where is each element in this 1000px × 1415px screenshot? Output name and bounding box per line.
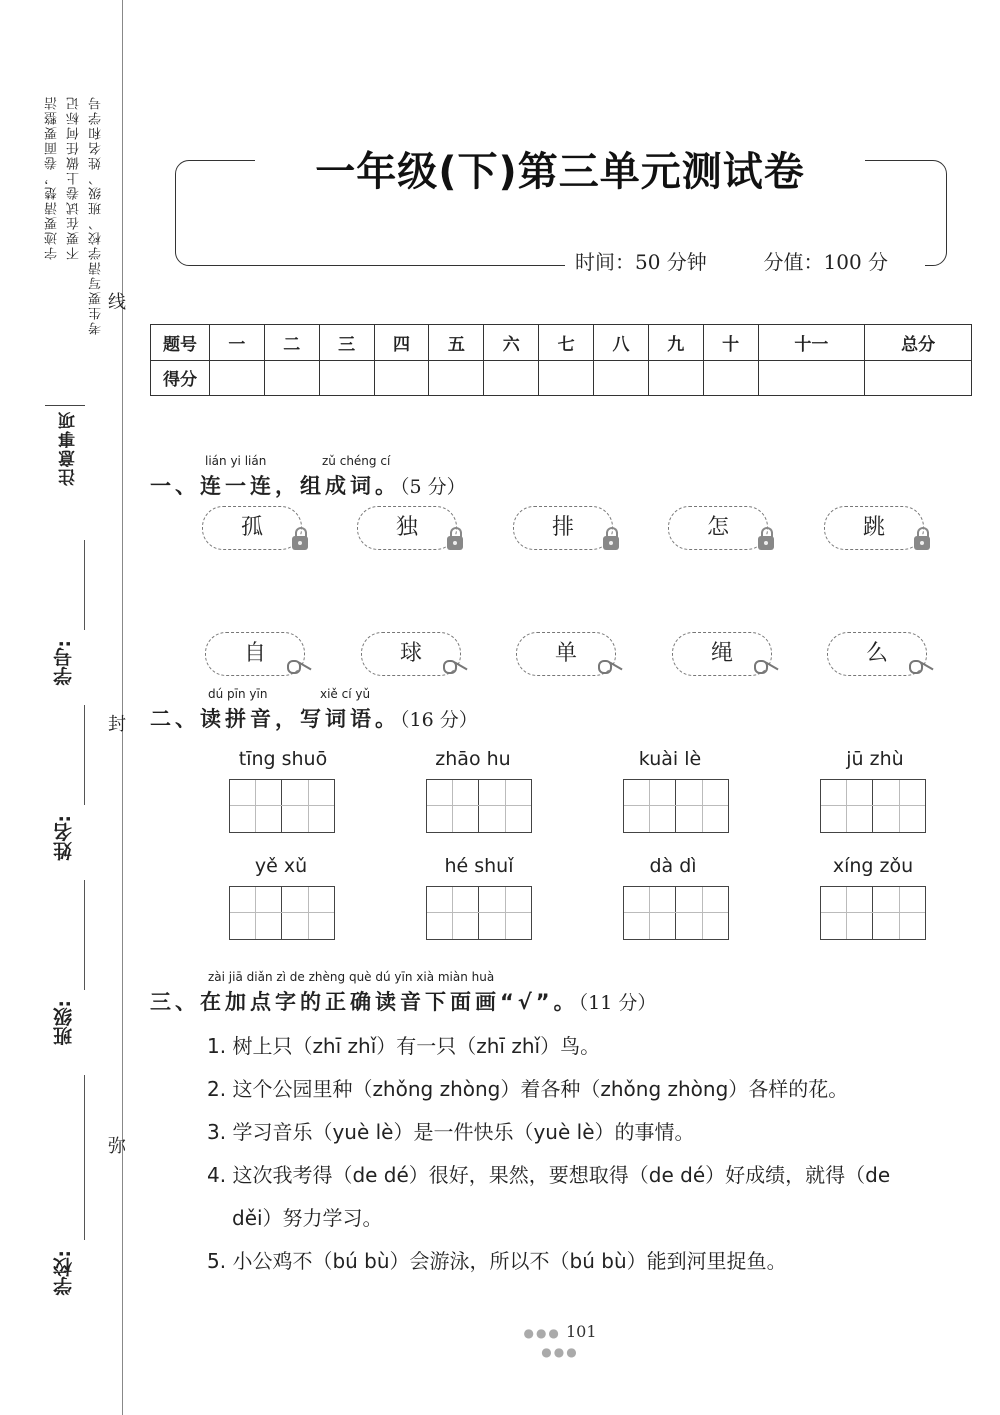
exam-meta — [575, 246, 888, 275]
key-icon — [909, 660, 935, 672]
writing-grid[interactable] — [426, 886, 532, 940]
decorative-dots: ●●● — [523, 1326, 561, 1340]
cut-mark-line: 线 — [108, 292, 126, 313]
key-icon — [598, 660, 624, 672]
page-footer — [510, 1322, 610, 1360]
section1-pinyin-b: zǔ chéng cí — [322, 454, 391, 468]
notice-block — [38, 95, 118, 405]
notice-line: 不要在试卷上做任何标记 — [67, 95, 82, 260]
key-char: 绳 — [710, 641, 733, 666]
table-header-cell: 一 — [210, 325, 265, 361]
pinyin-prompt: tīng shuō — [238, 748, 328, 770]
writing-grid[interactable] — [426, 779, 532, 833]
score-cell[interactable] — [319, 360, 374, 396]
lock-bubble[interactable] — [668, 506, 768, 550]
question-1[interactable]: 1. 树上只（zhī zhǐ）有一只（zhī zhǐ）鸟。 — [207, 1034, 601, 1058]
field-student-id-label: 学号: — [53, 640, 75, 686]
page-number: 101 — [565, 1322, 597, 1341]
field-class-line[interactable] — [84, 880, 85, 990]
section1-pinyin-a: lián yi lián — [205, 454, 267, 468]
table-row — [151, 325, 972, 361]
cut-mark-seal: 封 — [108, 714, 126, 735]
section3-title: 三、在加点字的正确读音下面画“√”。 — [150, 990, 579, 1014]
notice-line: 考生要写清学校、班级、姓名和学号 — [89, 95, 104, 335]
lock-bubble[interactable] — [202, 506, 302, 550]
table-header-cell: 七 — [539, 325, 594, 361]
section3-points: （11 分） — [578, 992, 657, 1014]
writing-grid[interactable] — [229, 886, 335, 940]
question-2[interactable]: 2. 这个公园里种（zhǒng zhòng）着各种（zhǒng zhòng）各样的花。 — [207, 1077, 849, 1101]
section3-pinyin: zài jiā diǎn zì de zhèng què dú yīn xià miàn huà — [208, 970, 495, 984]
lock-bubble[interactable] — [824, 506, 924, 550]
key-char: 么 — [865, 641, 888, 666]
page-title: 一年级(下)第三单元测试卷 — [315, 149, 805, 195]
lock-icon — [603, 536, 619, 550]
table-header-cell: 四 — [374, 325, 429, 361]
question-3[interactable]: 3. 学习音乐（yuè lè）是一件快乐（yuè lè）的事情。 — [207, 1120, 695, 1144]
score-cell[interactable] — [758, 360, 865, 396]
key-icon — [754, 660, 780, 672]
score-cell[interactable] — [429, 360, 484, 396]
score-cell[interactable] — [865, 360, 972, 396]
table-header-cell: 二 — [264, 325, 319, 361]
lock-icon — [292, 536, 308, 550]
notice-divider — [45, 405, 85, 406]
decorative-dots: ●●● — [541, 1345, 579, 1359]
score-cell[interactable] — [374, 360, 429, 396]
score-cell[interactable] — [264, 360, 319, 396]
lock-bubble[interactable] — [513, 506, 613, 550]
section2-heading — [150, 703, 478, 733]
writing-grid[interactable] — [623, 779, 729, 833]
field-name-line[interactable] — [84, 705, 85, 805]
pinyin-prompt: hé shuǐ — [444, 855, 514, 877]
time-limit: 时间：50 分钟 — [575, 250, 707, 274]
score-table — [150, 324, 972, 396]
section2-pinyin-b: xiě cí yǔ — [320, 687, 371, 701]
table-row — [151, 360, 972, 396]
field-school-label: 学校: — [53, 1250, 75, 1296]
score-cell[interactable] — [703, 360, 758, 396]
table-header-cell: 三 — [319, 325, 374, 361]
table-header-cell: 总分 — [865, 325, 972, 361]
lock-char: 怎 — [706, 515, 729, 540]
score-cell[interactable] — [594, 360, 649, 396]
pinyin-prompt: kuài lè — [638, 748, 702, 770]
score-cell[interactable] — [210, 360, 265, 396]
key-icon — [443, 660, 469, 672]
table-row-label: 得分 — [151, 360, 210, 396]
total-score: 分值：100 分 — [763, 250, 889, 274]
score-cell[interactable] — [484, 360, 539, 396]
key-char: 球 — [399, 641, 422, 666]
key-icon — [287, 660, 313, 672]
section2-title: 二、读拼音，写词语。 — [150, 707, 400, 731]
notice-line: 字迹要清楚，卷面要整洁 — [45, 95, 60, 260]
lock-char: 孤 — [240, 515, 263, 540]
lock-icon — [447, 536, 463, 550]
field-school-line[interactable] — [84, 1075, 85, 1240]
section3-heading — [150, 986, 656, 1016]
question-4[interactable]: 4. 这次我考得（de dé）很好，果然，要想取得（de dé）好成绩，就得（de — [207, 1163, 891, 1187]
key-char: 单 — [554, 641, 577, 666]
field-class-label: 班级: — [53, 1000, 75, 1046]
pinyin-prompt: zhāo hu — [435, 748, 511, 770]
pinyin-prompt: xíng zǒu — [832, 855, 914, 877]
writing-grid[interactable] — [229, 779, 335, 833]
question-4-continued[interactable]: děi）努力学习。 — [232, 1206, 383, 1230]
table-header-cell: 五 — [429, 325, 484, 361]
table-header-cell: 八 — [594, 325, 649, 361]
section2-points: （16 分） — [400, 709, 478, 731]
lock-char: 排 — [551, 515, 574, 540]
writing-grid[interactable] — [623, 886, 729, 940]
writing-grid[interactable] — [820, 886, 926, 940]
lock-bubble[interactable] — [357, 506, 457, 550]
table-header-cell: 题号 — [151, 325, 210, 361]
table-header-cell: 九 — [648, 325, 703, 361]
key-char: 自 — [243, 641, 266, 666]
section1-points: （5 分） — [400, 476, 466, 498]
cut-mark-close: 弥 — [108, 1136, 126, 1157]
lock-char: 跳 — [862, 515, 885, 540]
section1-heading — [150, 470, 466, 500]
writing-grid[interactable] — [820, 779, 926, 833]
pinyin-prompt: dà dì — [649, 855, 697, 877]
notice-title: 注意事项 — [59, 410, 79, 486]
table-header-cell: 十一 — [758, 325, 865, 361]
field-name-label: 姓名: — [53, 815, 75, 861]
lock-char: 独 — [395, 515, 418, 540]
section1-title: 一、连一连，组成词。 — [150, 474, 400, 498]
score-cell[interactable] — [648, 360, 703, 396]
table-header-cell: 十 — [703, 325, 758, 361]
question-5[interactable]: 5. 小公鸡不（bú bù）会游泳，所以不（bú bù）能到河里捉鱼。 — [207, 1249, 787, 1273]
section2-pinyin-a: dú pīn yīn — [208, 687, 268, 701]
score-cell[interactable] — [539, 360, 594, 396]
lock-icon — [914, 536, 930, 550]
pinyin-prompt: yě xǔ — [254, 855, 308, 877]
lock-icon — [758, 536, 774, 550]
table-header-cell: 六 — [484, 325, 539, 361]
field-student-id-line[interactable] — [84, 540, 85, 630]
pinyin-prompt: jū zhù — [846, 748, 904, 770]
binding-line — [122, 0, 123, 1415]
